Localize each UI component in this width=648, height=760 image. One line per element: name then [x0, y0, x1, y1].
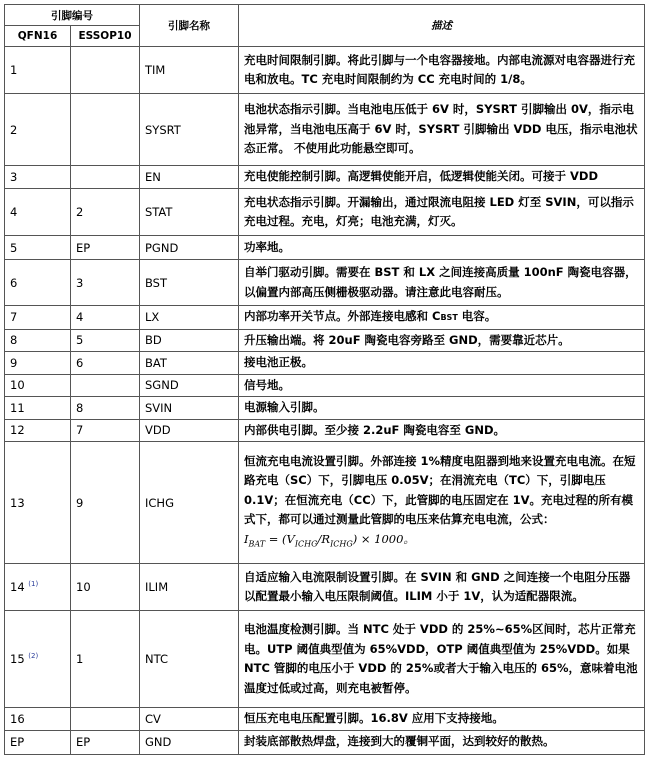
essop-pin: 4 [71, 306, 140, 330]
table-row [5, 730, 645, 754]
pin-description: 自适应输入电流限制设置引脚。在 SVIN 和 GND 之间连接一个电阻分压器以配置最小输入电压限制阈值。ILIM 小于 1V，认为适配器限流。 [239, 564, 645, 611]
formula-slash: / [317, 531, 322, 546]
pin-name: SYSRT [140, 94, 239, 166]
qfn-pin: 8 [5, 329, 71, 352]
qfn-pin: 1 [5, 47, 71, 94]
description-text: 恒流充电电流设置引脚。外部连接 1%精度电阻器到地来设置充电电流。在短路充电（SC）下，引脚电压 0.05V；在涓流充电（TC）下，引脚电压 0.1V；在恒流充电（CC）下，此管脚的电压固定在 1V。充电过程的所有模式下，都可以通过测量此管脚的电压来估算充电电流，公式： [244, 453, 636, 527]
qfn-pin: 13 [5, 442, 71, 564]
pin-number-header: 引脚编号 [5, 5, 140, 26]
essop-pin [71, 708, 140, 731]
pin-description: 封装底部散热焊盘，连接到大的覆铜平面，达到较好的散热。 [239, 730, 645, 754]
pin-description: 信号地。 [239, 374, 645, 397]
pin-name: BAT [140, 352, 239, 375]
table-row [5, 260, 645, 306]
pin-description: 充电时间限制引脚。将此引脚与一个电容器接地。内部电流源对电容器进行充电和放电。TC 充电时间限制约为 CC 充电时间的 1/8。 [239, 47, 645, 94]
essop-pin [71, 94, 140, 166]
formula-v-sub: ICHG [294, 538, 318, 548]
qfn-pin: 16 [5, 708, 71, 731]
description-text: 内部功率开关节点。外部连接电感和 C [244, 309, 441, 323]
essop-pin: 9 [71, 442, 140, 564]
qfn-pin: 6 [5, 260, 71, 306]
pin-description: 电池温度检测引脚。当 NTC 处于 VDD 的 25%~65%区间时，芯片正常充电。UTP 阈值典型值为 65%VDD，OTP 阈值典型值为 25%VDD。如果 NTC 管脚的电压小于 VDD 的 25%或者大于输入电压的 65%，意味着电池温度过低或过高，则充电被暂停。 [239, 611, 645, 708]
pin-name: GND [140, 730, 239, 754]
qfn-pin: 5 [5, 236, 71, 260]
essop-pin: 5 [71, 329, 140, 352]
qfn-pin [5, 611, 71, 708]
pin-description: 电源输入引脚。 [239, 397, 645, 420]
pin-name: TIM [140, 47, 239, 94]
pin-description: 电池状态指示引脚。当电池电压低于 6V 时，SYSRT 引脚输出 0V，指示电池异常，当电池电压高于 6V 时，SYSRT 引脚输出 VDD 电压，指示电池状态正常。 不使用此功能悬空即可。 [239, 94, 645, 166]
formula-r-sub: ICHG [330, 538, 353, 548]
pin-description: 充电使能控制引脚。高逻辑使能开启，低逻辑使能关闭。可接于 VDD [239, 166, 645, 189]
formula-tail: ) × 1000。 [352, 531, 415, 546]
qfn-pin [5, 564, 71, 611]
essop-pin: 6 [71, 352, 140, 375]
qfn-pin-number: 15 [10, 652, 25, 666]
pin-name: SGND [140, 374, 239, 397]
table-row [5, 166, 645, 189]
footnote-ref[interactable]: (2) [28, 652, 39, 661]
pin-name: SVIN [140, 397, 239, 420]
qfn-pin: 9 [5, 352, 71, 375]
table-row [5, 94, 645, 166]
essop-pin [71, 374, 140, 397]
description-header: 描述 [239, 5, 645, 47]
current-formula [244, 532, 415, 546]
formula-i: I [244, 531, 249, 546]
formula-eq: = ( [265, 531, 287, 546]
table-row [5, 442, 645, 564]
essop-pin: EP [71, 730, 140, 754]
header-row-1 [5, 5, 645, 26]
qfn-pin: EP [5, 730, 71, 754]
essop-pin: 1 [71, 611, 140, 708]
qfn-pin: 11 [5, 397, 71, 420]
qfn-pin: 10 [5, 374, 71, 397]
essop-pin: 3 [71, 260, 140, 306]
qfn-pin: 4 [5, 189, 71, 236]
pin-name: ILIM [140, 564, 239, 611]
pin-description-table [4, 4, 645, 755]
essop-pin: 2 [71, 189, 140, 236]
formula-r: R [321, 531, 331, 546]
table-row [5, 189, 645, 236]
table-row [5, 397, 645, 420]
pin-description [239, 442, 645, 564]
pin-name: BD [140, 329, 239, 352]
pin-description [239, 306, 645, 330]
pin-name: PGND [140, 236, 239, 260]
qfn-pin-number: 14 [10, 580, 25, 594]
pin-name: CV [140, 708, 239, 731]
pin-name: STAT [140, 189, 239, 236]
pin-name-header: 引脚名称 [140, 5, 239, 47]
qfn-pin: 2 [5, 94, 71, 166]
essop-pin [71, 47, 140, 94]
table-row [5, 564, 645, 611]
qfn16-header: QFN16 [5, 26, 71, 47]
formula-i-sub: BAT [248, 538, 266, 548]
table-row [5, 419, 645, 442]
table-row [5, 329, 645, 352]
pin-description: 功率地。 [239, 236, 645, 260]
essop-pin: 10 [71, 564, 140, 611]
formula-v: V [286, 531, 295, 546]
pin-name: ICHG [140, 442, 239, 564]
table-row [5, 611, 645, 708]
pin-description: 充电状态指示引脚。开漏输出，通过限流电阻接 LED 灯至 SVIN，可以指示充电过程。充电，灯亮；电池充满，灯灭。 [239, 189, 645, 236]
cbst-subscript: BST [440, 313, 458, 322]
pin-name: VDD [140, 419, 239, 442]
table-row [5, 352, 645, 375]
table-row [5, 236, 645, 260]
table-row [5, 306, 645, 330]
description-text: 电容。 [457, 309, 497, 323]
qfn-pin: 7 [5, 306, 71, 330]
footnote-ref[interactable]: (1) [28, 580, 39, 589]
pin-description: 升压输出端。将 20uF 陶瓷电容旁路至 GND，需要靠近芯片。 [239, 329, 645, 352]
pin-name: NTC [140, 611, 239, 708]
essop-pin: EP [71, 236, 140, 260]
pin-name: LX [140, 306, 239, 330]
pin-description: 接电池正极。 [239, 352, 645, 375]
essop-pin: 7 [71, 419, 140, 442]
qfn-pin: 3 [5, 166, 71, 189]
pin-description: 恒压充电电压配置引脚。16.8V 应用下支持接地。 [239, 708, 645, 731]
pin-name: EN [140, 166, 239, 189]
essop-pin: 8 [71, 397, 140, 420]
table-row [5, 47, 645, 94]
essop10-header: ESSOP10 [71, 26, 140, 47]
essop-pin [71, 166, 140, 189]
pin-name: BST [140, 260, 239, 306]
qfn-pin: 12 [5, 419, 71, 442]
pin-description: 自举门驱动引脚。需要在 BST 和 LX 之间连接高质量 100nF 陶瓷电容器，以偏置内部高压侧栅极驱动器。请注意此电容耐压。 [239, 260, 645, 306]
table-row [5, 708, 645, 731]
table-row [5, 374, 645, 397]
pin-description: 内部供电引脚。至少接 2.2uF 陶瓷电容至 GND。 [239, 419, 645, 442]
